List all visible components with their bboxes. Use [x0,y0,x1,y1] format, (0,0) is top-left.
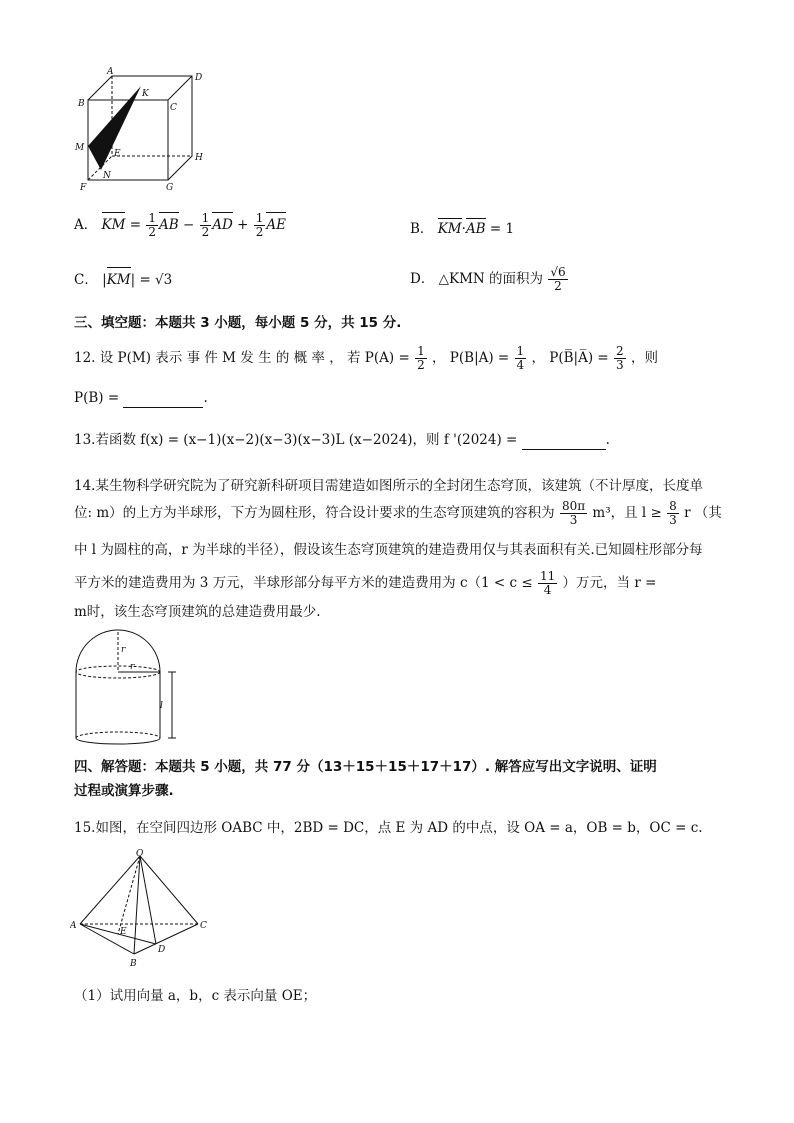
q13: 13.若函数 f(x) = (x−1)(x−2)(x−3)(x−3)L (x−2024)，则 f '(2024) = . [74,432,610,448]
q13-answer-blank [522,435,606,450]
q14-line3: 中 l 为圆柱的高，r 为半球的半径），假设该生态穹顶建筑的建造费用仅与其表面积有关.已知圆柱形部分每 [74,542,703,558]
q14-line1: 14.某生物科学研究院为了研究新科研项目需建造如图所示的全封闭生态穹顶，该建筑（不计厚度，长度单 [74,478,703,494]
section-4-line1: 四、解答题：本题共 5 小题，共 77 分（13＋15＋15＋17＋17）. 解答应写出文字说明、证明 [74,759,657,775]
label-N: N [103,171,111,181]
label-D: D [195,73,203,83]
label-H: H [195,153,203,163]
label-r-vertical: r [121,645,126,655]
option-c: C． |KM| = √3 [74,272,173,288]
label-C: C [200,921,207,931]
q12-line2: P(B) = . [74,390,208,406]
label-B: B [130,959,137,969]
q12-answer-blank [123,393,203,408]
label-B: B [78,99,85,109]
option-a: A． KM = $\frac{1}{2}$ AB − $\frac{1}{2}$ AD + $\frac{1}{2}$ AE [74,211,286,239]
label-E: E [114,149,121,159]
option-b: B． KM·AB = 1 [410,221,515,237]
q12-line1: 12. 设 P(M) 表示 事 件 M 发 生 的 概 率 ， 若 P(A) = $\frac{1}{2}$ ， P(B|A) = $\frac{1}{4}$ ， P(B̅|A̅) = $\frac{2}{3}$ ，则 [74,344,658,372]
label-K: K [142,89,149,99]
section-3-title: 三、填空题：本题共 3 小题，每小题 5 分，共 15 分. [74,315,402,331]
tetrahedron-figure [70,848,210,972]
q14-line2: 位: m）的上方为半球形，下方为圆柱形，符合设计要求的生态穹顶建筑的容积为 $\frac{80\pi}{3}$ m³，且 l ≥ $\frac{8}{3}$ r （其 [74,499,722,527]
label-r-horizontal: r [130,662,135,672]
option-d: D． △KMN 的面积为 $\frac{√6}{2}$ [410,265,566,293]
cube-figure [74,66,214,196]
label-F: F [80,183,87,193]
label-A: A [107,67,114,77]
label-l: l [160,701,163,711]
label-D: D [158,945,166,955]
q15-stem: 15.如图，在空间四边形 OABC 中，2BD = DC，点 E 为 AD 的中点，设 OA = a，OB = b，OC = c. [74,820,703,836]
label-G: G [166,183,174,193]
label-E: E [120,927,127,937]
q14-line4: 平方米的建造费用为 3 万元，半球形部分每平方米的建造费用为 c（1 < c ≤ $\frac{11}{4}$ ）万元，当 r = [74,569,657,597]
q15-sub1: （1）试用向量 a，b，c 表示向量 OE； [74,988,317,1004]
q14-line5: m时，该生态穹顶建筑的总建造费用最少. [74,604,321,620]
label-M: M [75,143,85,153]
section-4-line2: 过程或演算步骤. [74,783,174,799]
label-A: A [70,921,77,931]
label-C: C [170,103,177,113]
dome-figure [72,628,182,752]
label-O: O [136,849,144,859]
